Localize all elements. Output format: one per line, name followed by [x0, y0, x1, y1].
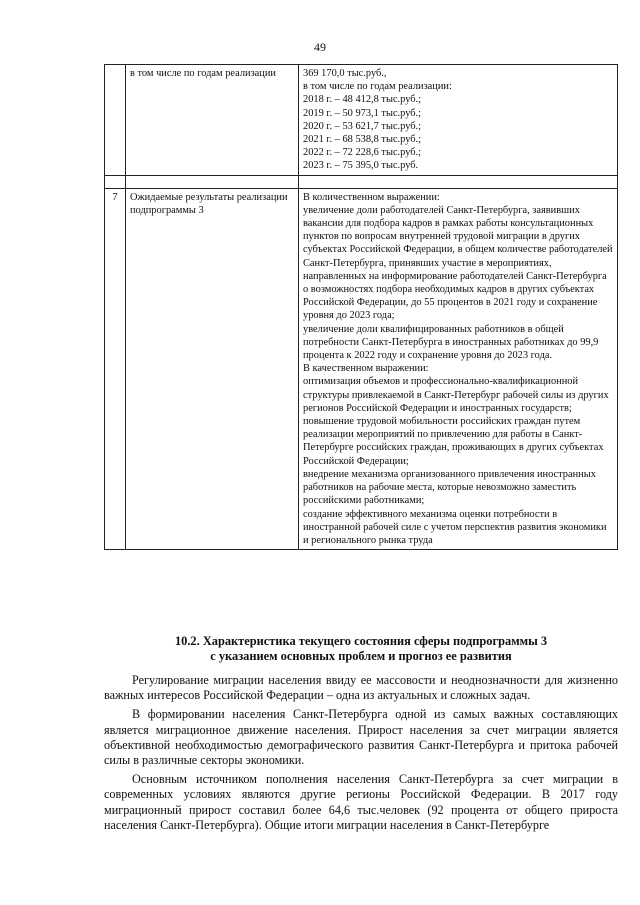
row-label: в том числе по годам реализации [126, 65, 299, 176]
section-heading-line-1: 10.2. Характеристика текущего состояния сферы подпрограммы 3 [174, 634, 548, 648]
result-item: повышение трудовой мобильности российских граждан путем реализации мероприятий по привлечению для работы в Санкт-Петербурге российских граждан, проживающих в других субъектах Российской Федерации; [303, 416, 604, 467]
table-row-funding-by-year [105, 65, 618, 176]
paragraph: В формировании населения Санкт-Петербурга одной из самых важных составляющих является миграционное движение населения. Прирост населения за счет миграции является объективной необходимостью демографического развития Санкт-Петербурга и притока рабочей силы в различные секторы экономики. [104, 707, 618, 768]
subprogram-passport-table [104, 64, 618, 550]
section-heading-line-2: с указанием основных проблем и прогноз ее развития [210, 649, 512, 663]
result-item: внедрение механизма организованного привлечения иностранных работников на рабочие места, которые невозможно заместить российскими работниками; [303, 468, 596, 507]
funding-2018: 2018 г. – 48 412,8 тыс.руб.; [303, 94, 422, 106]
row-number [105, 65, 126, 176]
row-number: 7 [105, 188, 126, 549]
funding-2019: 2019 г. – 50 973,1 тыс.руб.; [303, 107, 422, 119]
qualitative-heading: В качественном выражении: [303, 363, 429, 375]
table-row-expected-results [105, 188, 618, 549]
funding-2020: 2020 г. – 53 621,7 тыс.руб.; [303, 120, 422, 132]
result-item: увеличение доли работодателей Санкт-Петербурга, заявивших вакансии для подбора кадров в рамках работы консультационных пунктов по вопросам внутренней трудовой миграции в других субъектах Российской Федерации, в общем количестве работодателей Санкт-Петербурга, принявших участие в мероприятиях, направленных на информирование работодателей Санкт-Петербурга о возможностях подбора необходимых кадров в других субъектах Российской Федерации, до 55 процентов в 2021 году и сохранение уровня до 2023 года; [303, 204, 613, 322]
row-label: Ожидаемые результаты реализации подпрограммы 3 [126, 188, 299, 549]
funding-2022: 2022 г. – 72 228,6 тыс.руб.; [303, 147, 422, 159]
row-content [299, 65, 618, 176]
result-item: создание эффективного механизма оценки потребности в иностранной рабочей силе с учетом перспектив развития экономики и регионального рынка труда [303, 508, 607, 546]
paragraph: Основным источником пополнения населения Санкт-Петербурга за счет миграции в современных условиях являются другие регионы Российской Федерации. В 2017 году миграционный прирост составил более 64,6 тыс.человек (92 процента от общего прироста населения Санкт-Петербурга). Общие итоги миграции населения в Санкт-Петербурге [104, 772, 618, 832]
page-number: 49 [314, 40, 326, 54]
section-heading [104, 634, 618, 664]
funding-2021: 2021 г. – 68 538,8 тыс.руб.; [303, 134, 422, 146]
row-content [299, 188, 618, 549]
result-item: оптимизация объемов и профессионально-квалификационной структуры привлекаемой в Санкт-Петербург рабочей силы из других регионов Российской Федерации и иностранных государств; [303, 376, 609, 414]
paragraph: Регулирование миграции населения ввиду ее массовости и неоднозначности для жизненно важных интересов Российской Федерации – одна из актуальных и сложных задач. [104, 673, 618, 703]
funding-by-year-intro: в том числе по годам реализации: [303, 81, 452, 93]
funding-total: 369 170,0 тыс.руб., [303, 68, 387, 79]
quantitative-heading: В количественном выражении: [303, 191, 440, 203]
section-body [104, 673, 618, 837]
table-row-spacer [105, 175, 618, 188]
result-item: увеличение доли квалифицированных работников в общей потребности Санкт-Петербурга в иностранных работниках до 99,9 процента к 2022 году и сохранение уровня до 2023 года. [303, 323, 599, 362]
funding-2023: 2023 г. – 75 395,0 тыс.руб. [303, 160, 419, 172]
